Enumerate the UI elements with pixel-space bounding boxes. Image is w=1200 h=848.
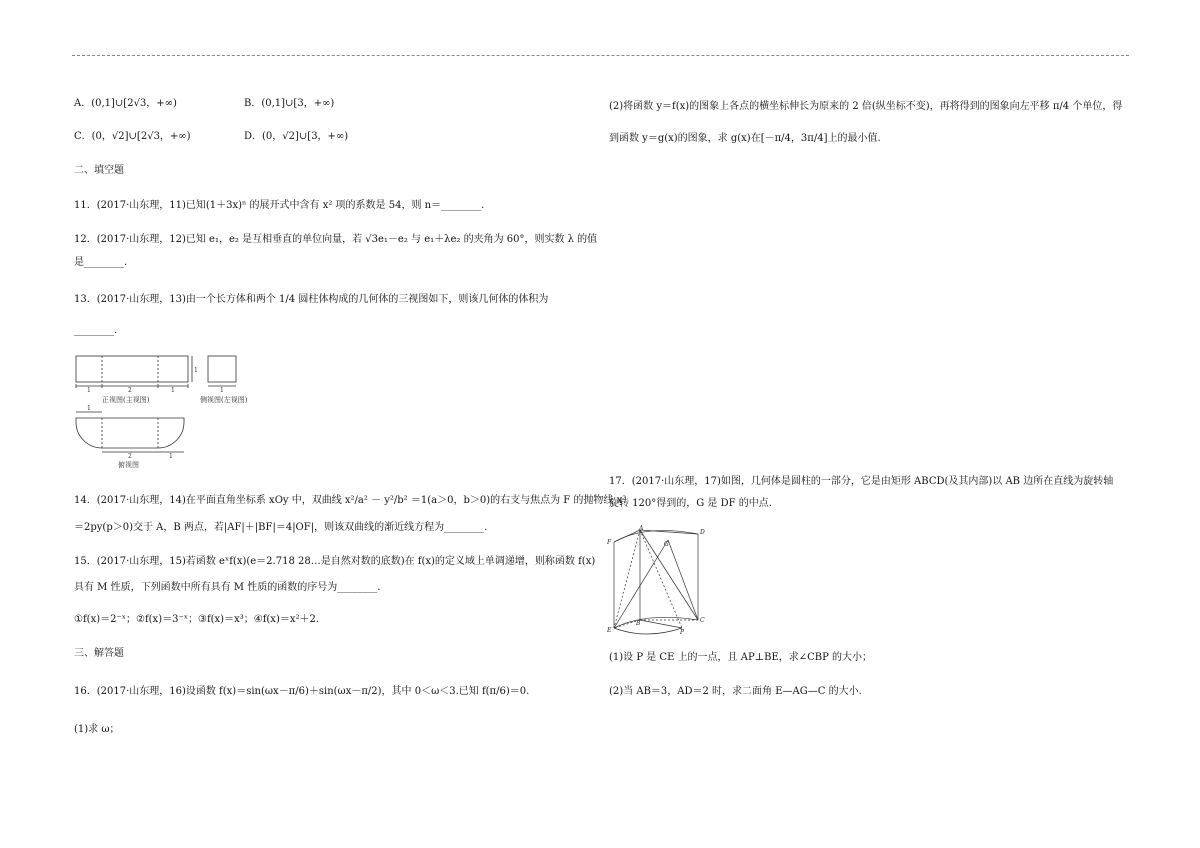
question-16-line1: 16．(2017·山东理，16)设函数 f(x)＝sin(ωx－π/6)＋sin(ωx－π/2)，其中 0＜ω＜3.已知 f(π/6)＝0.: [74, 686, 530, 697]
question-17-part1: (1)设 P 是 CE 上的一点，且 AP⊥BE，求∠CBP 的大小；: [609, 652, 873, 663]
side-dim-1: 1: [220, 387, 224, 394]
front-view: [76, 356, 192, 388]
question-14-line1: 14．(2017·山东理，14)在平面直角坐标系 xOy 中，双曲线 x²/a² － y²/b² ＝1(a＞0，b＞0)的右支与焦点为 F 的抛物线 x²: [74, 495, 627, 506]
question-16-part2-line2: 到函数 y＝g(x)的图象，求 g(x)在[－π/4，3π/4]上的最小值.: [609, 133, 881, 144]
question-12-line2: 是________.: [74, 257, 128, 268]
label-a: A: [639, 525, 644, 532]
question-15-line1: 15．(2017·山东理，15)若函数 eˣf(x)(e＝2.718 28…是自然对数的底数)在 f(x)的定义域上单调递增，则称函数 f(x): [74, 556, 596, 567]
option-a: A．(0,1]∪[2√3，+∞): [74, 98, 177, 109]
question-13-line2: ________.: [74, 325, 118, 336]
header-rule: [72, 55, 1129, 56]
label-b: B: [636, 620, 641, 627]
question-11: 11．(2017·山东理，11)已知(1＋3x)ⁿ 的展开式中含有 x² 项的系数是 54，则 n＝________.: [74, 200, 485, 211]
label-g: G: [664, 541, 669, 548]
side-view-label: 侧视图(左视图): [200, 396, 248, 404]
front-view-label: 正视图(主视图): [102, 396, 150, 404]
question-16-part1: (1)求 ω；: [74, 724, 120, 735]
question-17-line1: 17．(2017·山东理，17)如图，几何体是圆柱的一部分，它是由矩形 ABCD(及其内部)以 AB 边所在直线为旋转轴: [609, 476, 1114, 487]
section-answer-heading: 三、解答题: [74, 648, 124, 659]
question-17-part2: (2)当 AB＝3，AD＝2 时，求二面角 E—AG—C 的大小.: [609, 686, 862, 697]
question-13-line1: 13．(2017·山东理，13)由一个长方体和两个 1/4 圆柱体构成的几何体的三视图如下，则该几何体的体积为: [74, 294, 549, 305]
question-15-line2: 具有 M 性质，下列函数中所有具有 M 性质的函数的序号为________.: [74, 582, 381, 593]
label-p: P: [680, 629, 685, 636]
question-14-line2: ＝2py(p＞0)交于 A，B 两点，若|AF|＋|BF|＝4|OF|，则该双曲线的渐近线方程为________.: [74, 522, 488, 533]
question-15-choices: ①f(x)＝2⁻ˣ；②f(x)＝3⁻ˣ；③f(x)＝x³；④f(x)＝x²＋2.: [74, 614, 320, 625]
cylinder-part-figure: [606, 524, 716, 636]
front-dim-1b: 1: [171, 387, 175, 394]
label-d: D: [700, 529, 705, 536]
label-c: C: [700, 617, 705, 624]
label-f: F: [607, 539, 612, 546]
front-dim-height: 1: [194, 367, 198, 374]
front-dim-2: 2: [128, 387, 132, 394]
option-d: D．(0，√2]∪[3，+∞): [244, 131, 349, 142]
side-view: [208, 356, 236, 386]
label-e: E: [607, 627, 612, 634]
top-view: [76, 412, 184, 452]
question-12-line1: 12．(2017·山东理，12)已知 e₁，e₂ 是互相垂直的单位向量，若 √3e₁－e₂ 与 e₁＋λe₂ 的夹角为 60°，则实数 λ 的值: [74, 234, 598, 245]
option-b: B．(0,1]∪[3，+∞): [244, 98, 335, 109]
top-dim-2: 2: [128, 453, 132, 460]
top-dim-1: 1: [87, 405, 91, 412]
question-17-line2: 旋转 120°得到的，G 是 DF 的中点.: [609, 498, 772, 509]
question-16-part2-line1: (2)将函数 y＝f(x)的图象上各点的横坐标伸长为原来的 2 倍(纵坐标不变)，再将得到的图象向左平移 π/4 个单位，得: [609, 101, 1123, 112]
option-c: C．(0，√2]∪[2√3，+∞): [74, 131, 191, 142]
top-view-label: 俯视图: [118, 461, 139, 469]
section-fill-heading: 二、填空题: [74, 165, 124, 176]
top-dim-1b: 1: [169, 453, 173, 460]
front-dim-1: 1: [87, 387, 91, 394]
three-view-figure: [72, 352, 262, 470]
